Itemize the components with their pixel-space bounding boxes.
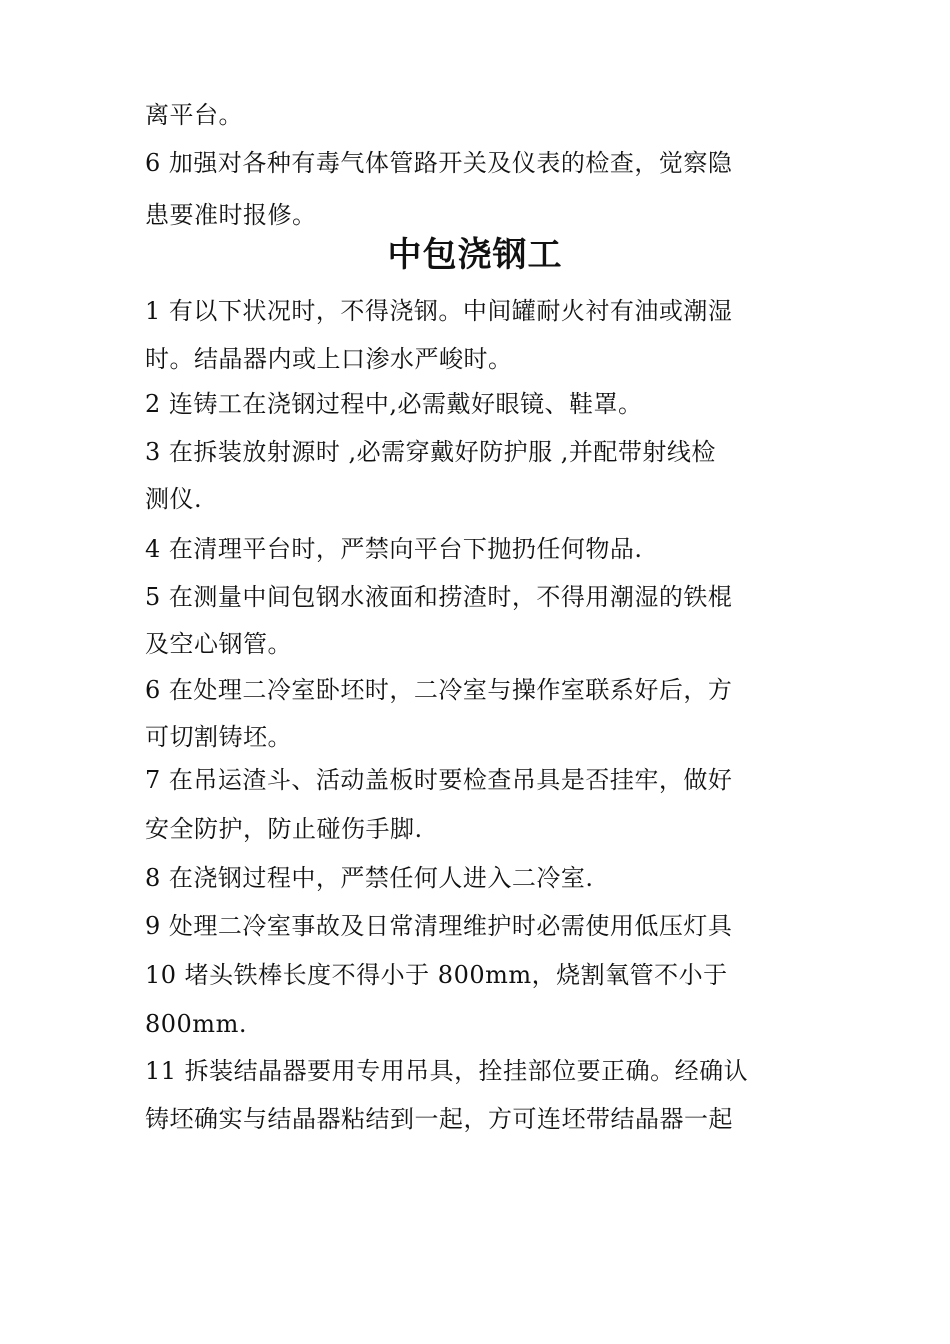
text-line: 安全防护，防止碰伤手脚.: [145, 815, 423, 843]
text-line: 时。结晶器内或上口渗水严峻时。: [145, 345, 513, 373]
text-line: 8 在浇钢过程中，严禁任何人进入二冷室.: [145, 864, 594, 892]
text-line: 2 连铸工在浇钢过程中,必需戴好眼镜、鞋罩。: [145, 390, 643, 418]
text-line: 5 在测量中间包钢水液面和捞渣时，不得用潮湿的铁棍: [145, 583, 733, 611]
text-line: 10 堵头铁棒长度不得小于 800mm，烧割氧管不小于: [145, 961, 728, 989]
text-line: 1 有以下状况时，不得浇钢。中间罐耐火衬有油或潮湿: [145, 297, 733, 325]
text-line: 9 处理二冷室事故及日常清理维护时必需使用低压灯具: [145, 912, 733, 940]
text-line: 6 在处理二冷室卧坯时，二冷室与操作室联系好后，方: [145, 676, 733, 704]
text-line: 离平台。: [145, 101, 243, 129]
text-line: 6 加强对各种有毒气体管路开关及仪表的检查，觉察隐: [145, 149, 733, 177]
text-line: 铸坯确实与结晶器粘结到一起，方可连坯带结晶器一起: [145, 1105, 733, 1133]
section-title: 中包浇钢工: [387, 235, 563, 275]
text-line: 7 在吊运渣斗、活动盖板时要检查吊具是否挂牢，做好: [145, 766, 733, 794]
text-line: 及空心钢管。: [145, 630, 292, 658]
text-line: 患要准时报修。: [145, 201, 317, 229]
text-line: 3 在拆装放射源时 ,必需穿戴好防护服 ,并配带射线检: [145, 438, 716, 466]
text-line: 800mm.: [145, 1010, 247, 1038]
text-line: 11 拆装结晶器要用专用吊具，拴挂部位要正确。经确认: [145, 1057, 749, 1085]
text-line: 测仪.: [145, 485, 203, 513]
text-line: 4 在清理平台时，严禁向平台下抛扔任何物品.: [145, 535, 643, 563]
text-line: 可切割铸坯。: [145, 723, 292, 751]
